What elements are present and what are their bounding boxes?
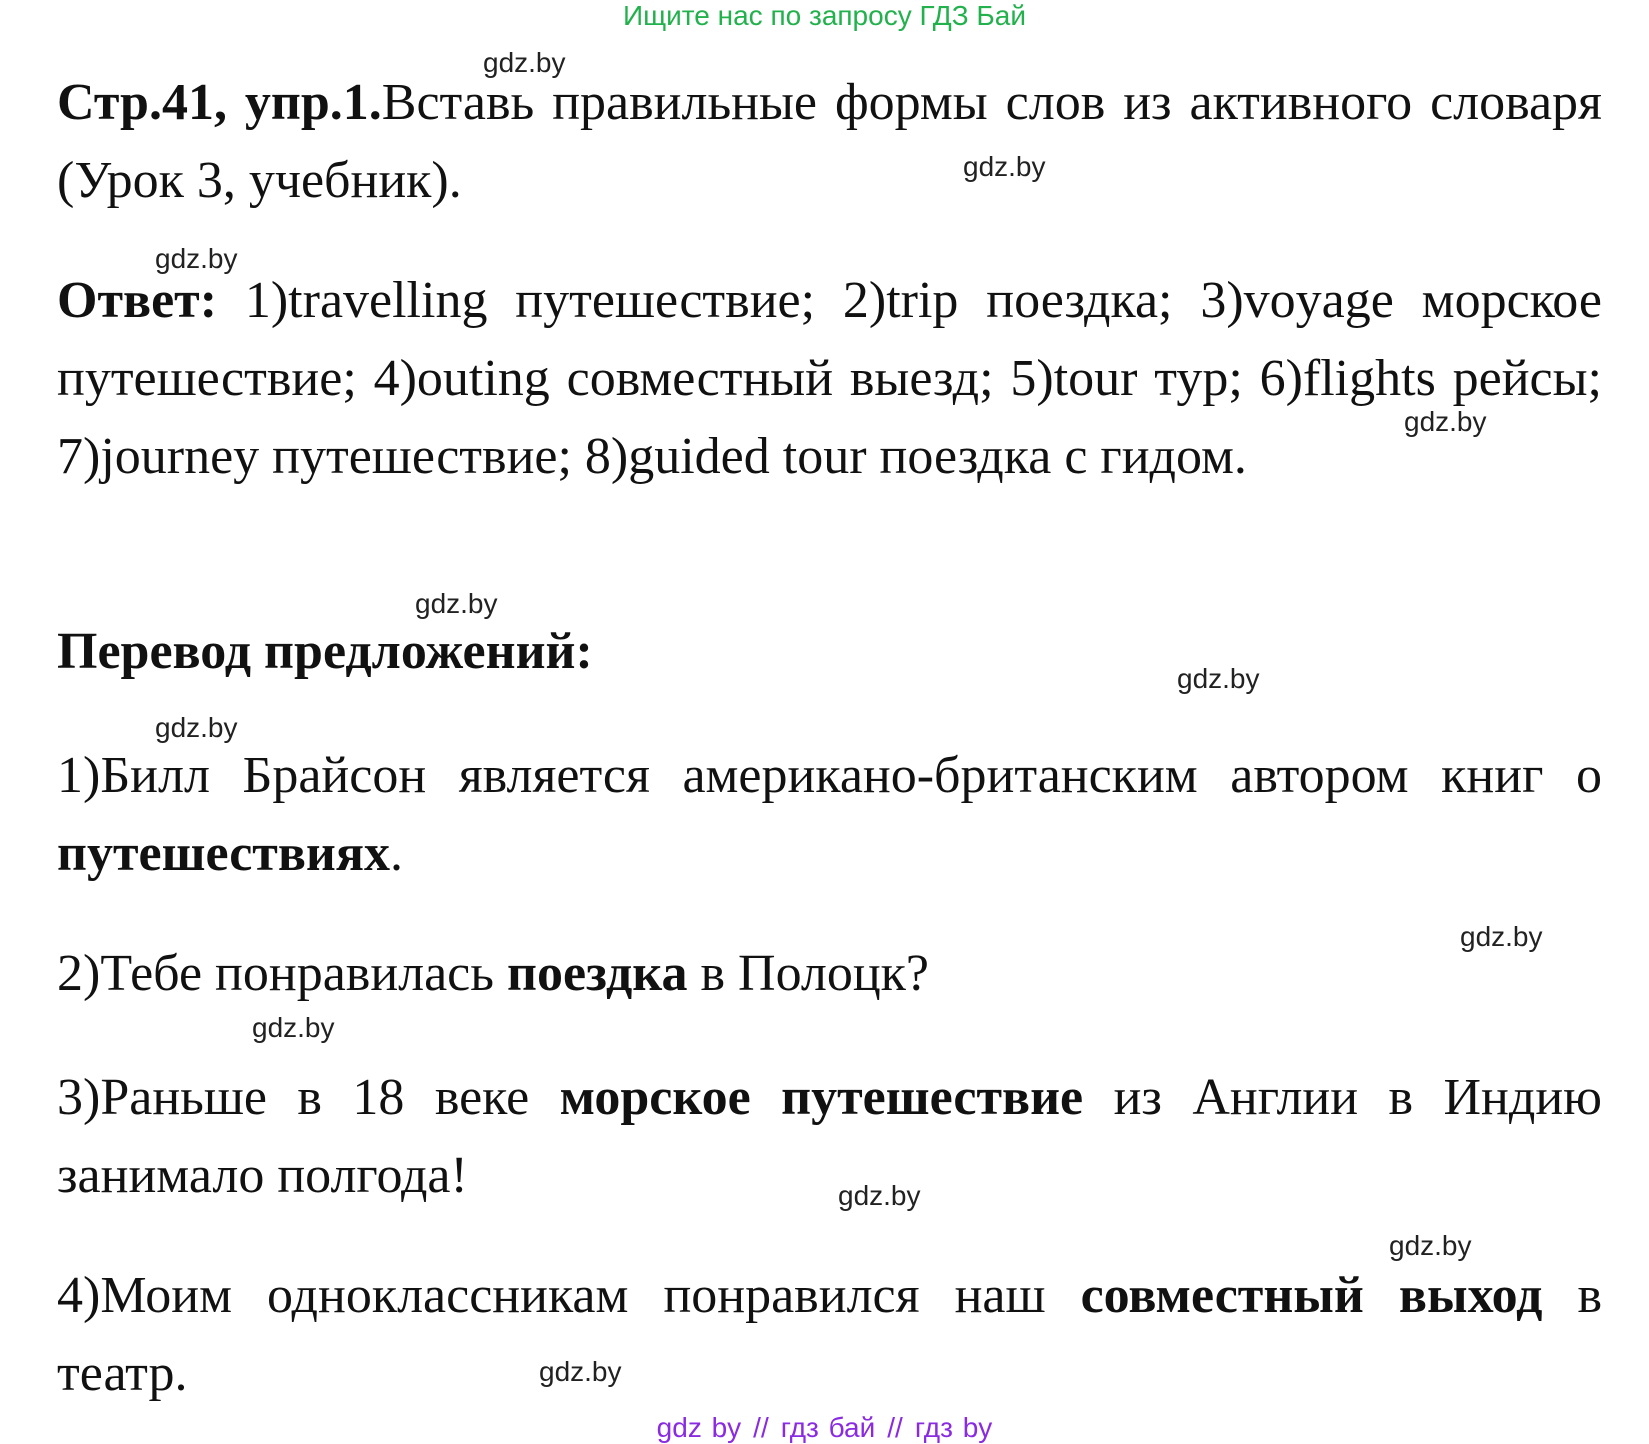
sentence-text: 4)Моим одноклассникам понравился наш: [57, 1267, 1081, 1324]
watermark: gdz.by: [963, 151, 1046, 182]
watermark: gdz.by: [155, 243, 238, 274]
footer-link[interactable]: гдз бай: [780, 1412, 876, 1443]
sentence-text: из Англии в Индию занимало полгода!: [57, 1069, 1602, 1204]
watermark: gdz.by: [1460, 921, 1543, 952]
footer-separator: //: [887, 1412, 903, 1443]
task-statement: [57, 64, 1602, 220]
site-banner: Ищите нас по запросу ГДЗ Бай: [622, 0, 1027, 31]
task-text: Вставь правильные формы слов из активного словаря (Урок 3, учебник).: [57, 74, 1602, 209]
sentence-2: [57, 935, 1602, 1013]
task-label: Стр.41, упр.1.: [57, 74, 382, 131]
sentence-text: .: [390, 825, 403, 882]
watermark: gdz.by: [483, 47, 566, 78]
watermark: gdz.by: [1389, 1230, 1472, 1261]
sentence-highlight: совместный выход: [1080, 1267, 1543, 1324]
sentence-text: в Полоцк?: [687, 945, 930, 1002]
sentence-highlight: поездка: [506, 945, 688, 1002]
answer-text: 1)travelling путешествие; 2)trip поездка; 3)voyage морское путешествие; 4)outing совместный выезд; 5)tour тур; 6)flights рейсы; 7)journey путешествие; 8)guided tour поездка с гидом.: [57, 272, 1602, 485]
footer-link[interactable]: gdz by: [656, 1412, 742, 1443]
answer-label: Ответ:: [57, 272, 218, 329]
watermark: gdz.by: [415, 588, 498, 619]
watermark: gdz.by: [539, 1356, 622, 1387]
sentence-text: 2)Тебе понравилась: [57, 945, 507, 1002]
footer-link[interactable]: гдз by: [914, 1412, 993, 1443]
sentence-highlight: путешествиях: [57, 825, 390, 882]
footer-links: [0, 1412, 1649, 1444]
sentence-text: 3)Раньше в 18 веке: [57, 1069, 560, 1126]
sentence-4: [57, 1257, 1602, 1413]
sentence-1: [57, 737, 1602, 893]
footer-separator: //: [753, 1412, 769, 1443]
translation-heading: Перевод предложений:: [57, 623, 593, 680]
sentence-highlight: морское путешествие: [559, 1069, 1084, 1126]
watermark: gdz.by: [252, 1012, 335, 1043]
watermark: gdz.by: [1177, 663, 1260, 694]
watermark: gdz.by: [838, 1180, 921, 1211]
sentence-3: [57, 1059, 1602, 1215]
watermark: gdz.by: [1404, 406, 1487, 437]
watermark: gdz.by: [155, 712, 238, 743]
answer-paragraph: [57, 262, 1602, 496]
sentence-text: в театр.: [57, 1267, 1603, 1402]
sentence-text: 1)Билл Брайсон является американо-британским автором книг о: [57, 747, 1602, 804]
